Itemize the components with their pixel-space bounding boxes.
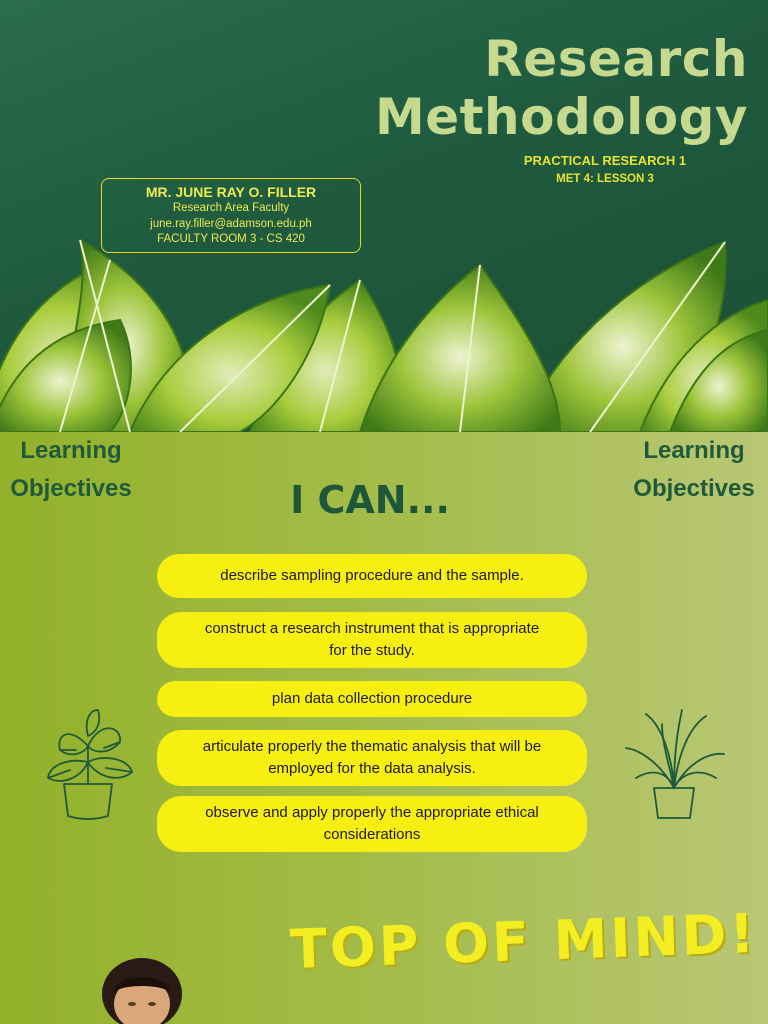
- heading-left-line-2: Objectives: [10, 475, 132, 502]
- faculty-email: june.ray.filler@adamson.edu.ph: [150, 217, 312, 230]
- heading-right-line-1: Learning: [643, 437, 745, 464]
- leaves-illustration: [0, 230, 768, 432]
- objective-text-continued: for the study.: [329, 642, 415, 659]
- top-of-mind-banner: TOP OF MIND!: [289, 901, 759, 982]
- objective-item: [157, 612, 587, 668]
- potted-plant-icon: [40, 706, 136, 822]
- objective-text-continued: considerations: [323, 826, 421, 843]
- objective-text: observe and apply properly the appropriate ethical: [205, 804, 539, 821]
- objective-item: [157, 796, 587, 852]
- page-title: [375, 30, 748, 146]
- i-can-heading: I CAN...: [290, 478, 450, 522]
- objective-text: plan data collection procedure: [271, 690, 473, 707]
- lesson-label: MET 4: LESSON 3: [556, 173, 654, 185]
- header-banner: [0, 0, 768, 432]
- objective-item: [157, 554, 587, 598]
- objective-item: [157, 730, 587, 786]
- faculty-room: FACULTY ROOM 3 - CS 420: [157, 233, 305, 245]
- heading-right-line-2: Objectives: [633, 475, 755, 502]
- objective-item: [157, 681, 587, 717]
- title-line-1: Research: [484, 30, 748, 88]
- portrait-photo: [98, 958, 186, 1024]
- objective-text-continued: employed for the data analysis.: [268, 760, 476, 777]
- faculty-role: Research Area Faculty: [172, 202, 290, 214]
- objective-text: construct a research instrument that is appropriate: [204, 620, 540, 637]
- course-name: PRACTICAL RESEARCH 1: [523, 153, 687, 168]
- faculty-name: MR. JUNE RAY O. FILLER: [145, 184, 317, 200]
- spider-plant-icon: [622, 706, 726, 822]
- objective-text: articulate properly the thematic analysis that will be: [202, 738, 542, 755]
- title-line-2: Methodology: [374, 88, 748, 146]
- course-subtitle: [500, 151, 710, 187]
- objective-text: describe sampling procedure and the sample.: [220, 567, 524, 584]
- heading-left-line-1: Learning: [20, 437, 122, 464]
- objectives-section: [0, 432, 768, 1024]
